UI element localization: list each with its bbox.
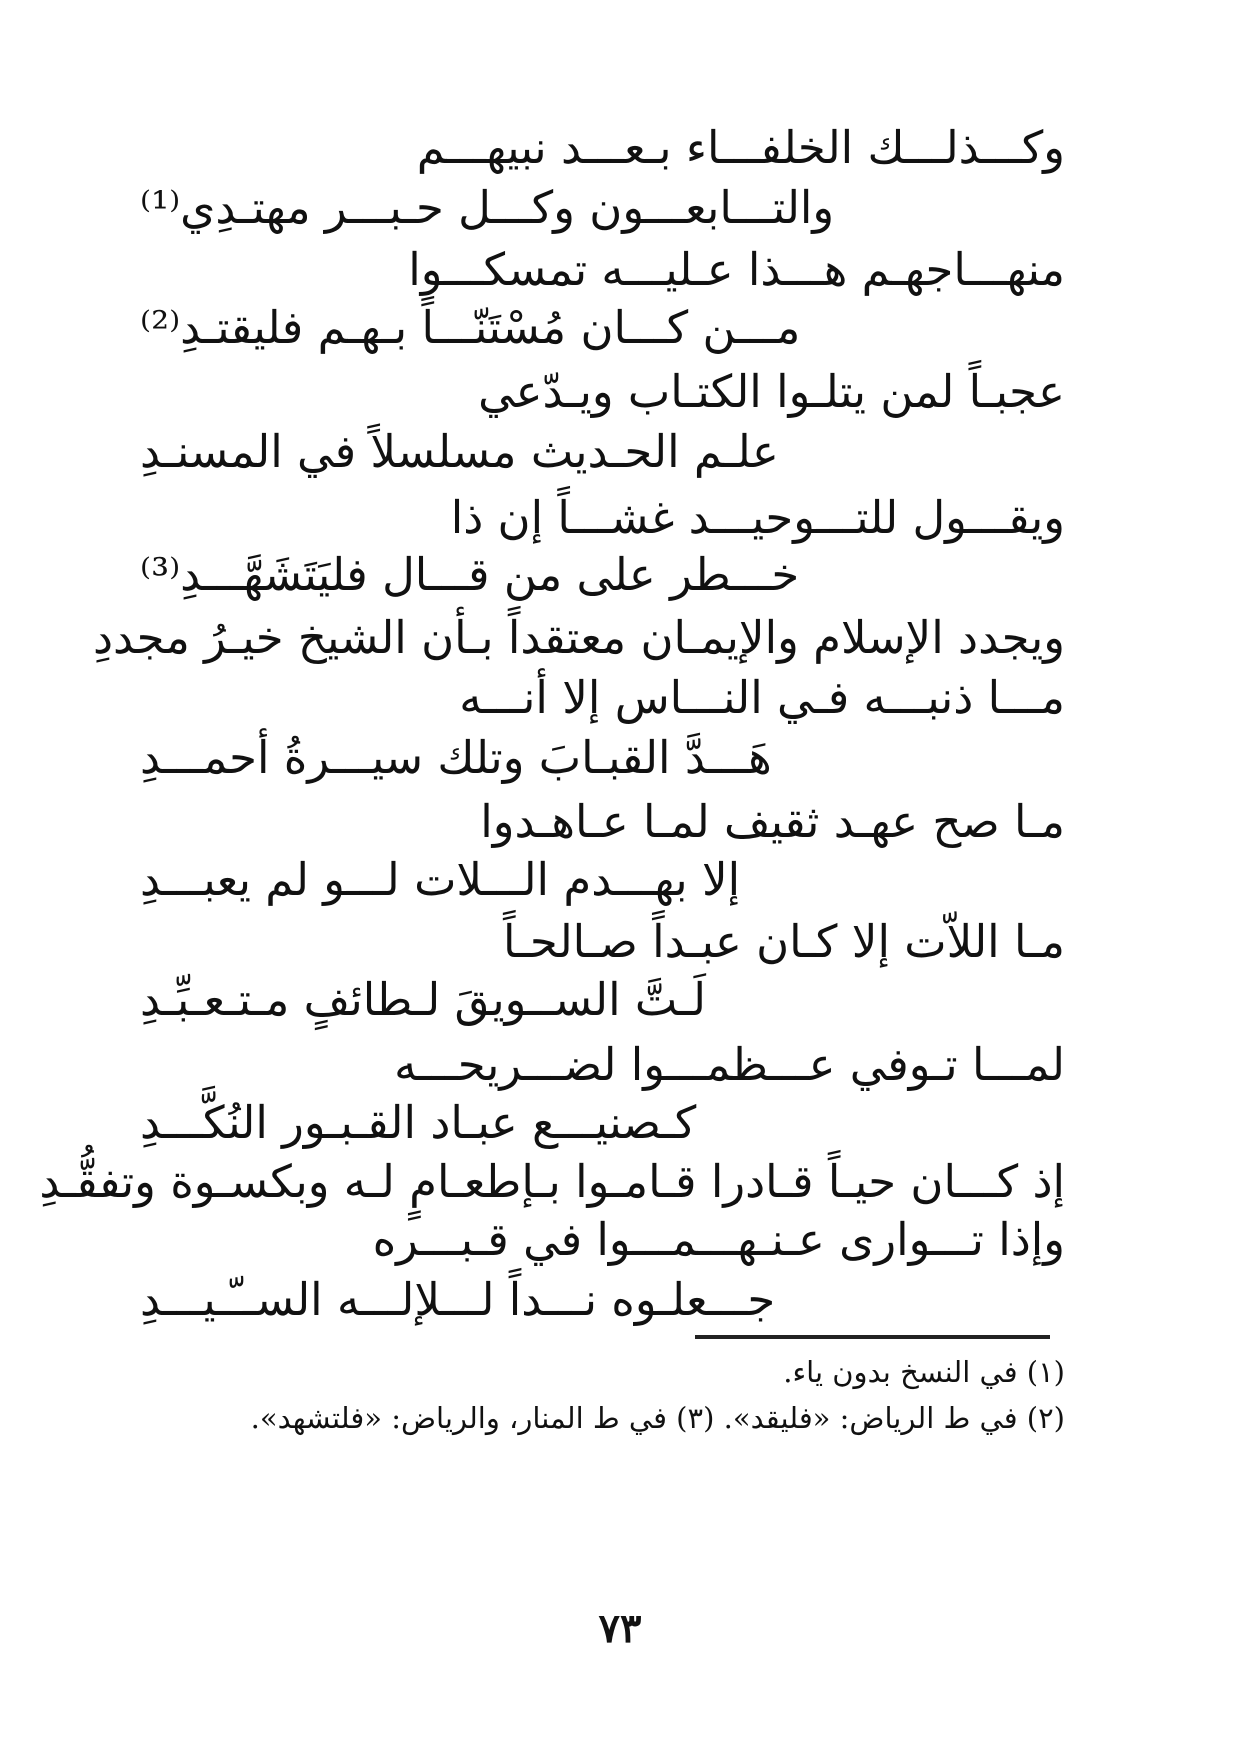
verse-4-first-hemistich: ويقـــول للتـــوحيـــد غشـــاً إن ذا [450, 491, 1065, 544]
page-number: ٧٣ [598, 1605, 642, 1652]
verse-2-second-hemistich: مـــن كـــان مُسْتَنّـــاً بـهـم فليقتـدِ⁽²⁾ [140, 301, 801, 354]
verse-9-second-hemistich: كـصنيـــع عبـاد القـبـور النُكَّـــدِ [140, 1096, 697, 1149]
verse-6-second-hemistich: هَـــدَّ القبـابَ وتلك سيـــرةُ أحمـــدِ [140, 731, 772, 784]
verse-1-second-hemistich: والتـــابعـــون وكـــل حـبـــر مهتـدِي⁽¹⁾ [140, 181, 835, 234]
footnote-separator [695, 1335, 1050, 1339]
verse-8-second-hemistich: لَـتَّ الســويقَ لـطائفٍ مـتـعـبِّـدِ [140, 973, 706, 1026]
verse-6-first-hemistich: مـــا ذنبـــه فـي النـــاس إلا أنـــه [459, 671, 1065, 724]
verse-4-second-hemistich: خـــطر على من قـــال فليَتَشَهَّـــدِ⁽³⁾ [140, 548, 800, 601]
verse-5-full-line: ويجدد الإسلام والإيمـان معتقداً بـأن الشيخ خيـرُ مجددِ [92, 611, 1065, 664]
verse-7-second-hemistich: إلا بهـــدم الـــلات لـــو لم يعبـــدِ [140, 853, 741, 906]
verse-7-first-hemistich: مـا صح عهـد ثقيف لمـا عـاهـدوا [480, 795, 1065, 848]
footnote-2-3: (٢) في ط الرياض: «فليقد». (٣) في ط المنار، والرياض: «فلتشهد». [250, 1401, 1065, 1435]
verse-1-first-hemistich: وكـــذلـــك الخلفـــاء بـعـــد نبيهـــم [416, 121, 1065, 174]
verse-3-second-hemistich: علـم الحـديث مسلسلاً في المسنـدِ [140, 425, 779, 478]
verse-3-first-hemistich: عجبـاً لمن يتلـوا الكتـاب ويـدّعي [478, 365, 1065, 418]
verse-9-first-hemistich: لمـــا تـوفي عـــظمـــوا لضـــريحـــه [394, 1038, 1065, 1091]
verse-8-first-hemistich: مـا اللاّت إلا كـان عبـداً صـالحـاً [503, 915, 1065, 968]
footnote-1: (١) في النسخ بدون ياء. [783, 1355, 1065, 1389]
verse-11-second-hemistich: جـــعلـوه نـــداً لـــلإلـــه الســّـيـــدِ [140, 1273, 776, 1326]
verse-11-first-hemistich: وإذا تـــوارى عـنـهـــمـــوا في قـبـــره [372, 1213, 1065, 1266]
verse-2-first-hemistich: منهـــاجهـم هـــذا عـليـــه تمسكـــوا [408, 243, 1065, 296]
verse-10-full-line: إذ كـــان حيـاً قـادرا قـامـوا بـإطعـامٍ لـه وبكسـوة وتفقُّـدِ [39, 1155, 1065, 1208]
